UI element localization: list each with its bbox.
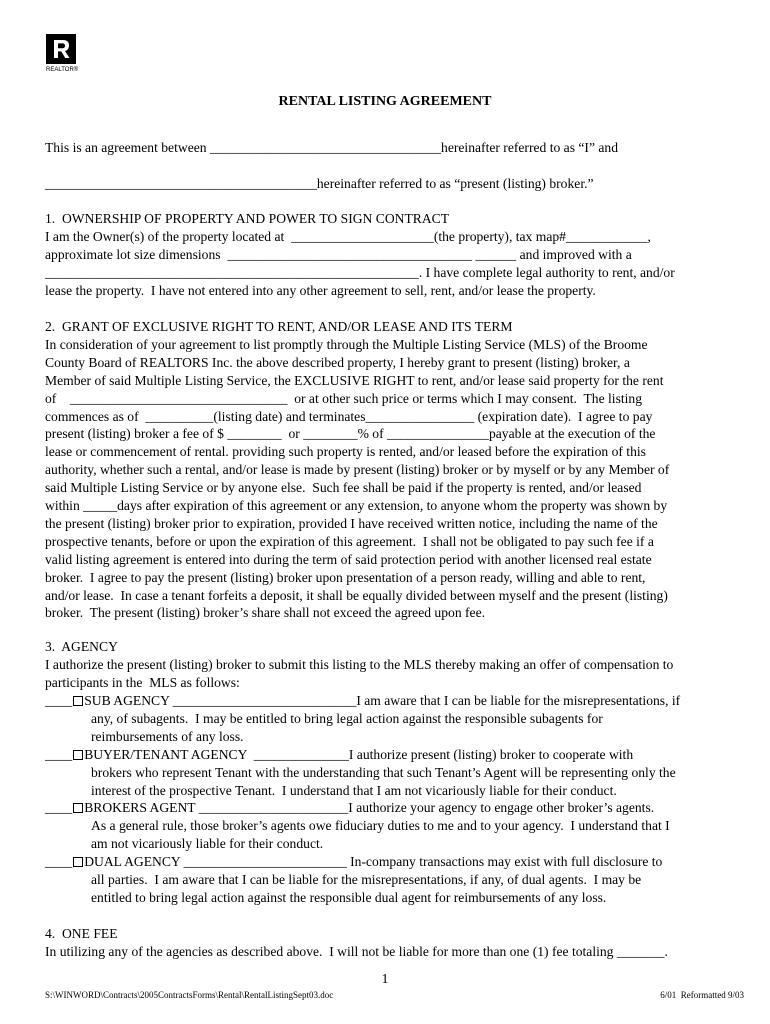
section-2-text: within _____days after expiration of this agreement or any extension, to anyone whom the property was shown by	[45, 498, 668, 513]
sub-agency-checkbox[interactable]	[73, 696, 83, 706]
section-2-text: Member of said Multiple Listing Service, the EXCLUSIVE RIGHT to rent, and/or lease said property for the rent	[45, 373, 664, 388]
section-2-text: commences as of __________(listing date) and terminates________________ (expiration date). I agree to pay	[45, 409, 653, 424]
buyer-tenant-agency-text: interest of the prospective Tenant. I understand that I am not vicariously liable for their conduct.	[91, 783, 617, 798]
section-2-text: County Board of REALTORS Inc. the above described property, I hereby grant to present (listing) broker, a	[45, 355, 630, 370]
page-title: RENTAL LISTING AGREEMENT	[278, 94, 492, 109]
section-3-intro: participants in the MLS as follows:	[45, 675, 240, 690]
agency-option-buyer-tenant-agency	[45, 746, 633, 763]
section-4-heading: 4. ONE FEE	[45, 926, 118, 941]
section-2-text: the present (listing) broker prior to expiration, provided I have received written notice, including the name of the	[45, 516, 658, 531]
buyer-tenant-agency-checkbox[interactable]	[73, 750, 83, 760]
section-2-text: of ________________________________ or at other such price or terms which I may consent. The listing	[45, 391, 643, 406]
section-3-heading: 3. AGENCY	[45, 639, 118, 654]
section-2-text: broker. I agree to pay the present (listing) broker upon presentation of a person ready, willing and able to rent,	[45, 570, 646, 585]
section-1-text: lease the property. I have not entered into any other agreement to sell, rent, and/or lease the property.	[45, 283, 596, 298]
footer-file-path: S:\WINWORD\Contracts\2005ContractsForms\Rental\RentalListingSept03.doc	[45, 990, 334, 1000]
page-number: 1	[381, 972, 389, 987]
section-2-text: and/or lease. In case a tenant forfeits a deposit, it shall be equally divided between myself and the present (listing)	[45, 588, 668, 603]
initial-blank[interactable]: ____	[45, 747, 73, 762]
section-1-heading: 1. OWNERSHIP OF PROPERTY AND POWER TO SIGN CONTRACT	[45, 211, 450, 226]
section-2-text: said Multiple Listing Service or by anyone else. Such fee shall be paid if the property is rented, and/or leased	[45, 480, 642, 495]
section-1-text: I am the Owner(s) of the property located at _____________________(the property), tax map#____________,	[45, 229, 651, 244]
intro-line: ________________________________________hereinafter referred to as “present (listing) broker.”	[45, 176, 594, 191]
sub-agency-text: reimbursements of any loss.	[91, 729, 244, 744]
initial-blank[interactable]: ____	[45, 800, 73, 815]
brokers-agent-text: As a general rule, those broker’s agents owe fiduciary duties to me and to your agency. I understand that I	[91, 818, 670, 833]
section-4-text: In utilizing any of the agencies as described above. I will not be liable for more than one (1) fee totaling _______.	[45, 944, 668, 959]
agency-option-brokers-agent	[45, 799, 654, 816]
buyer-tenant-agency-text: brokers who represent Tenant with the understanding that such Tenant’s Agent will be representing only the	[91, 765, 676, 780]
section-2-heading: 2. GRANT OF EXCLUSIVE RIGHT TO RENT, AND/OR LEASE AND ITS TERM	[45, 319, 513, 334]
section-2-text: present (listing) broker a fee of $ ________ or ________% of _______________payable at the execution of the	[45, 426, 656, 441]
buyer-tenant-agency-label: BUYER/TENANT AGENCY ______________I authorize present (listing) broker to cooperate with	[84, 747, 634, 762]
brokers-agent-text: am not vicariously liable for their conduct.	[91, 836, 324, 851]
agency-option-dual-agency	[45, 853, 662, 870]
initial-blank[interactable]: ____	[45, 693, 73, 708]
section-3-intro: I authorize the present (listing) broker to submit this listing to the MLS thereby making an offer of compensation to	[45, 657, 674, 672]
section-2-text: valid listing agreement is entered into during the term of said protection period with another licensed real estate	[45, 552, 652, 567]
section-2-text: broker. The present (listing) broker’s share shall not exceed the agreed upon fee.	[45, 605, 486, 620]
section-1-text: approximate lot size dimensions ____________________________________ ______ and improved with a	[45, 247, 632, 262]
realtor-r-logo	[46, 34, 76, 64]
dual-agency-text: all parties. I am aware that I can be liable for the misrepresentations, if any, of dual agents. I may be	[91, 872, 642, 887]
section-2-text: lease or commencement of rental. providing such property is rented, and/or leased before the expiration of this	[45, 444, 646, 459]
dual-agency-text: entitled to bring legal action against the responsible dual agent for reimbursements of any loss.	[91, 890, 607, 905]
initial-blank[interactable]: ____	[45, 854, 73, 869]
realtor-r-icon	[46, 34, 76, 64]
brokers-agent-label: BROKERS AGENT ______________________I authorize your agency to engage other broker’s agents.	[84, 800, 655, 815]
section-2-text: prospective tenants, before or upon the expiration of this agreement. I shall not be obligated to pay such fee if a	[45, 534, 654, 549]
dual-agency-checkbox[interactable]	[73, 857, 83, 867]
brokers-agent-checkbox[interactable]	[73, 803, 83, 813]
intro-line: This is an agreement between __________________________________hereinafter referred to as “I” and	[45, 140, 619, 155]
agency-option-sub-agency	[45, 692, 680, 709]
footer-revision: 6/01 Reformatted 9/03	[660, 990, 744, 1000]
sub-agency-text: any, of subagents. I may be entitled to bring legal action against the responsible subagents for	[91, 711, 603, 726]
section-2-text: authority, whether such a rental, and/or lease is made by present (listing) broker or by myself or by any Member of	[45, 462, 670, 477]
section-2-text: In consideration of your agreement to list promptly through the Multiple Listing Service (MLS) of the Broome	[45, 337, 648, 352]
sub-agency-label: SUB AGENCY ___________________________I am aware that I can be liable for the misrepresentations, if	[84, 693, 681, 708]
dual-agency-label: DUAL AGENCY ________________________ In-company transactions may exist with full disclosure to	[84, 854, 663, 869]
logo-caption: REALTOR®	[46, 67, 79, 73]
section-1-text: _______________________________________________________. I have complete legal authority to rent, and/or	[45, 265, 675, 280]
